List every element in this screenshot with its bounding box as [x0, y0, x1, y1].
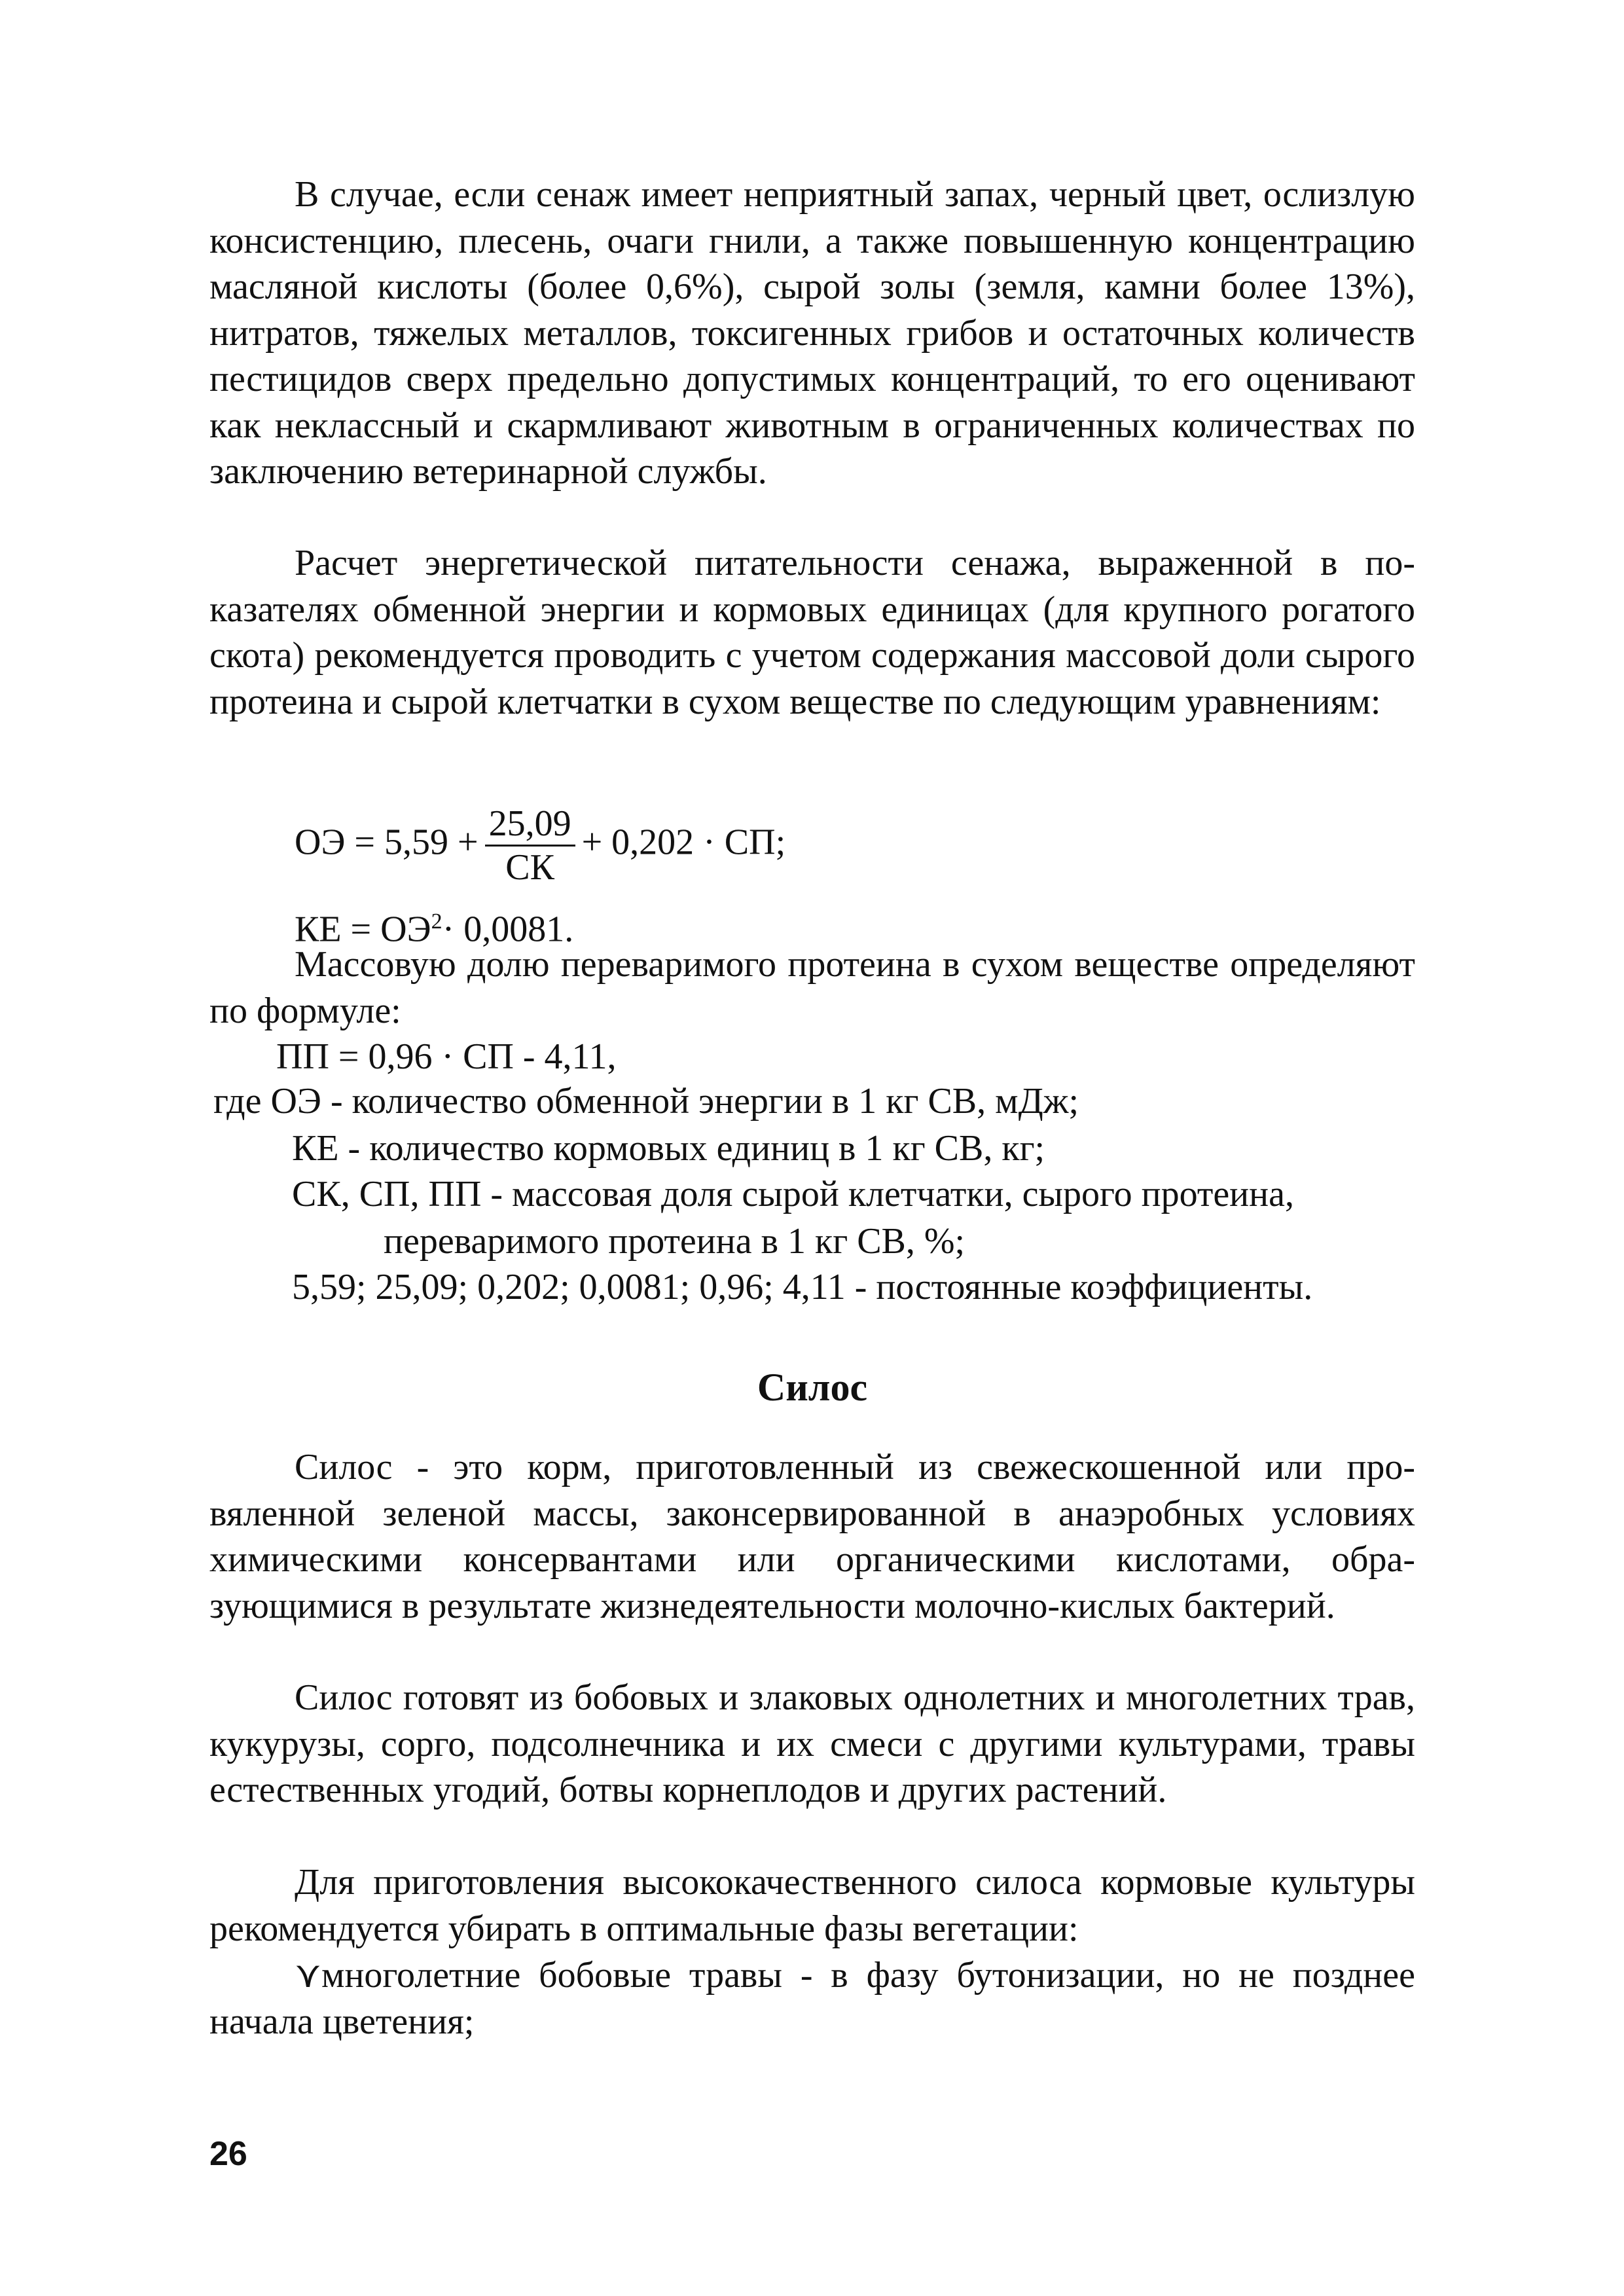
- fraction: $\frac{25,09}{СК}$: [485, 803, 575, 888]
- legend-line-sk: СК, СП, ПП - массовая доля сырой клетчатки, сырого протеина,: [292, 1174, 1294, 1214]
- bullet-marker-icon: ⋎: [295, 1955, 322, 1995]
- bullet-item: ⋎многолетние бобовые травы - в фазу бутонизации, но не позднее начала цветения;: [209, 1955, 1415, 2042]
- formula-ke: КЕ = $ОЭ^2\cdot 0,0081$.: [295, 909, 574, 950]
- page-number: 26: [209, 2135, 247, 2173]
- section-heading: Силос: [757, 1366, 868, 1409]
- legend-line-coefficients: 5,59; 25,09; 0,202; 0,0081; 0,96; 4,11 - постоянные коэффициенты.: [292, 1267, 1313, 1307]
- paragraph-unclassed-senage: В случае, если сенаж имеет неприятный запах, черный цвет, ослизлую консистенцию, плесень, очаги гнили, а также повышенную концентрацию масляной кислоты (более 0,6%), сырой золы (земля, камни более 13%), нитратов, тяжелых металлов, токсигенных грибов и остаточных количеств пестицидов сверх предельно допустимых концентраций, то его оценивают как неклассный и скармливают животным в ограниченных количествах по заключению ветеринарной службы.: [209, 174, 1415, 492]
- legend-line-ke: КЕ - количество кормовых единиц в 1 кг СВ, кг;: [292, 1128, 1045, 1169]
- formula-pp: ПП = 0,96 · СП - 4,11,: [276, 1036, 617, 1077]
- legend-line-sk-cont: переваримого протеина в 1 кг СВ, %;: [384, 1221, 965, 1262]
- paragraph-energy-calculation: Расчет энергетической питательности сенажа, выраженной в показателях обменной энергии и кормовых единицах (для крупного рогатого скота) рекомендуется проводить с учетом содержания массовой доли сырого протеина и сырой клетчатки в сухом веществе по следующим уравнениям:: [209, 543, 1415, 722]
- formula-oe: ОЭ = 5,59 + $\frac{25,09}{СК}$ + 0,202 · СП;: [295, 803, 786, 888]
- paragraph-silage-definition: Силос - это корм, приготовленный из свежескошенной или провяленной зеленой массы, законсервированной в анаэробных условиях химическими консервантами или органическими кислотами, образующимися в результате жизнедеятельности молочно-кислых бактерий.: [209, 1447, 1415, 1626]
- paragraph-harvest-phases: Для приготовления высококачественного силоса кормовые культуры рекомендуется убирать в оптимальные фазы вегетации:: [209, 1862, 1415, 1949]
- paragraph-digestible-protein: Массовую долю переваримого протеина в сухом веществе определяют по формуле:: [209, 944, 1415, 1031]
- paragraph-silage-sources: Силос готовят из бобовых и злаковых однолетних и многолетних трав, кукурузы, сорго, подсолнечника и их смеси с другими культурами, травы естественных угодий, ботвы корнеплодов и других растений.: [209, 1677, 1415, 1810]
- legend-line-oe: где ОЭ - количество обменной энергии в 1 кг СВ, мДж;: [213, 1081, 1079, 1121]
